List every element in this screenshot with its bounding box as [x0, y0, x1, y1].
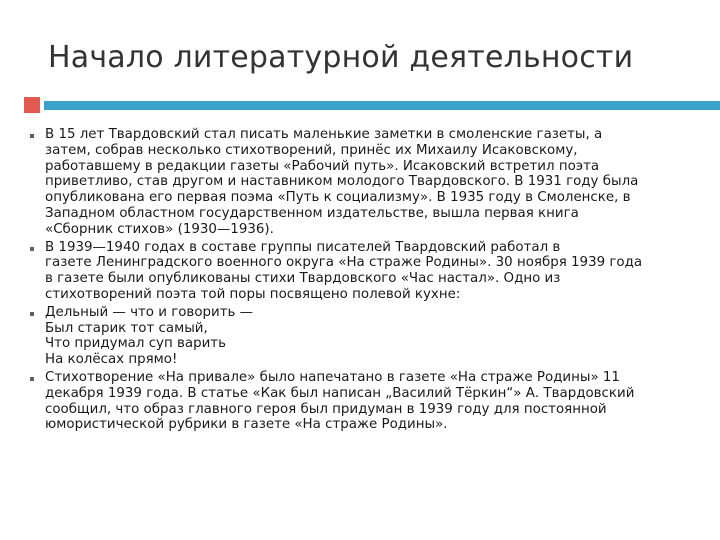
bullet-item-1	[30, 127, 690, 238]
text-line: Стихотворение «На привале» было напечатано в газете «На страже Родины» 11	[45, 369, 620, 385]
bullet-marker-icon	[30, 312, 34, 316]
text-line: опубликована его первая поэма «Путь к социализму». В 1935 году в Смоленске, в	[45, 190, 631, 206]
bullet-marker-icon	[30, 134, 34, 138]
text-line: юмористической рубрики в газете «На страже Родины».	[45, 417, 448, 433]
text-line: Что придумал суп варить	[45, 336, 226, 352]
text-line: «Сборник стихов» (1930—1936).	[45, 221, 274, 237]
text-line: В 1939—1940 годах в составе группы писателей Твардовский работал в	[45, 239, 561, 255]
accent-square	[24, 97, 40, 113]
text-line: На колёсах прямо!	[45, 352, 178, 368]
text-line: газете Ленинградского военного округа «На страже Родины». 30 ноября 1939 года	[45, 255, 643, 271]
text-line: декабря 1939 года. В статье «Как был написан „Василий Тёркин“» А. Твардовский	[45, 385, 635, 401]
text-line: приветливо, став другом и наставником молодого Твардовского. В 1931 году была	[45, 174, 639, 190]
text-line: сообщил, что образ главного героя был придуман в 1939 году для постоянной	[45, 401, 607, 417]
bullet-list	[30, 127, 690, 435]
bullet-marker-icon	[30, 247, 34, 251]
text-line: Западном областном государственном издательстве, вышла первая книга	[45, 205, 579, 221]
text-line: В 15 лет Твардовский стал писать маленькие заметки в смоленские газеты, а	[45, 127, 603, 142]
text-line: работавшему в редакции газеты «Рабочий путь». Исаковский встретил поэта	[45, 158, 600, 174]
text-line: Дельный — что и говорить —	[45, 304, 254, 320]
text-line: затем, собрав несколько стихотворений, принёс их Михаилу Исаковскому,	[45, 142, 578, 158]
text-line: Был старик тот самый,	[45, 320, 208, 336]
bullet-item-3	[30, 305, 690, 368]
text-line: стихотворений поэта той поры посвящено полевой кухне:	[45, 286, 461, 302]
bullet-item-4	[30, 370, 690, 433]
bullet-marker-icon	[30, 377, 34, 381]
bullet-item-2	[30, 240, 690, 303]
text-line: в газете были опубликованы стихи Твардовского «Час настал». Одно из	[45, 271, 561, 287]
accent-bar	[44, 101, 720, 110]
slide-title: Начало литературной деятельности	[48, 40, 634, 75]
